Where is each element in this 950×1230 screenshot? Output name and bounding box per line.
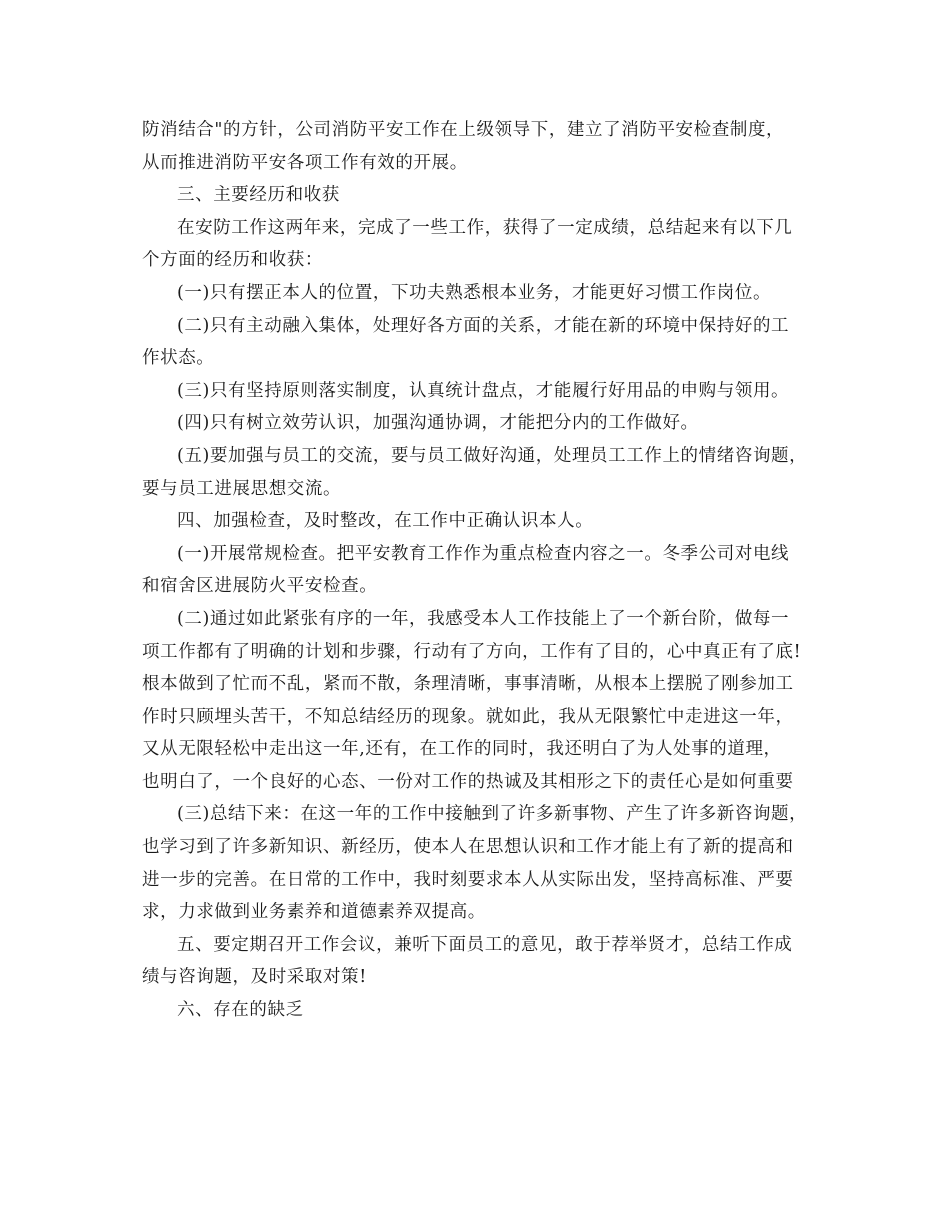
section-heading: 五、要定期召开工作会议，兼听下面员工的意见，敢于荐举贤才，总结工作成 — [177, 934, 793, 955]
section-heading: 四、加强检查，及时整改，在工作中正确认识本人。 — [177, 511, 594, 532]
text-line: 要与员工进展思想交流。 — [142, 478, 342, 499]
section-heading: 三、主要经历和收获 — [177, 185, 340, 206]
text-line: 也明白了，一个良好的心态、一份对工作的热诚及其相形之下的责任心是如何重要 — [142, 771, 794, 792]
text-line: 也学习到了许多新知识、新经历，使本人在思想认识和工作才能上有了新的提高和 — [142, 837, 794, 858]
text-line: 根本做到了忙而不乱，紧而不散，条理清晰，事事清晰，从根本上摆脱了刚参加工 — [142, 674, 794, 695]
text-line: 绩与咨询题，及时采取对策! — [142, 967, 367, 988]
text-line: 防消结合"的方针，公司消防平安工作在上级领导下，建立了消防平安检查制度， — [142, 120, 785, 140]
text-line: 进一步的完善。在日常的工作中，我时刻要求本人从实际出发，坚持高标准、严要 — [142, 869, 794, 890]
list-item: (五)要加强与员工的交流，要与员工做好沟通，处理员工工作上的情绪咨询题， — [177, 445, 808, 466]
text-line: 又从无限轻松中走出这一年,还有，在工作的同时，我还明白了为人处事的道理， — [142, 739, 782, 760]
list-item: (二)只有主动融入集体，处理好各方面的关系，才能在新的环境中保持好的工 — [177, 315, 790, 336]
list-item: (四)只有树立效劳认识，加强沟通协调，才能把分内的工作做好。 — [177, 413, 699, 434]
text-line: 作状态。 — [142, 348, 215, 369]
text-line: 求，力求做到业务素养和道德素养双提高。 — [142, 902, 486, 923]
list-item: (一)只有摆正本人的位置，下功夫熟悉根本业务，才能更好习惯工作岗位。 — [177, 282, 772, 303]
list-item: (三)总结下来：在这一年的工作中接触到了许多新事物、产生了许多新咨询题， — [177, 804, 808, 825]
text-line: 从而推进消防平安各项工作有效的开展。 — [142, 152, 468, 173]
text-line: 和宿舍区进展防火平安检查。 — [142, 576, 378, 597]
section-heading: 六、存在的缺乏 — [177, 1000, 304, 1021]
list-item: (一)开展常规检查。把平安教育工作作为重点检查内容之一。冬季公司对电线 — [177, 543, 790, 564]
list-item: (三)只有坚持原则落实制度，认真统计盘点，才能履行好用品的申购与领用。 — [177, 380, 790, 401]
document-body — [142, 114, 832, 1027]
text-line: 在安防工作这两年来，完成了一些工作，获得了一定成绩，总结起来有以下几 — [177, 217, 793, 238]
text-line: 作时只顾埋头苦干，不知总结经历的现象。就如此，我从无限繁忙中走进这一年， — [142, 706, 794, 727]
list-item: (二)通过如此紧张有序的一年，我感受本人工作技能上了一个新台阶，做每一 — [177, 608, 790, 629]
text-line: 个方面的经历和收获： — [142, 250, 323, 271]
text-line: 项工作都有了明确的计划和步骤，行动有了方向，工作有了目的，心中真正有了底! — [142, 641, 802, 662]
